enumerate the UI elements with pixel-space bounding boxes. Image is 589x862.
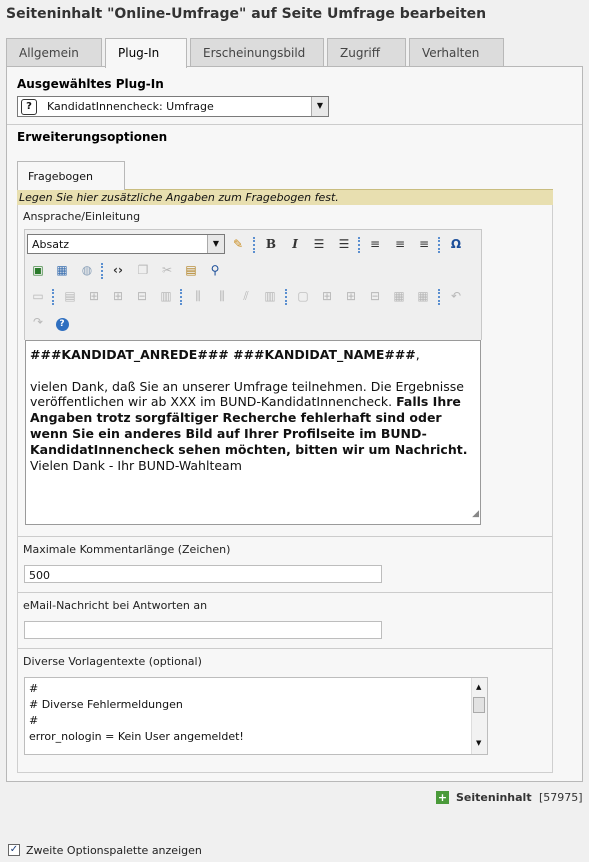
- toolbar-separator: [438, 237, 442, 253]
- max-comment-label: Maximale Kommentarlänge (Zeichen): [23, 543, 231, 556]
- row-properties-icon[interactable]: ▤: [64, 289, 76, 303]
- align-right-icon[interactable]: ≡: [418, 237, 430, 251]
- intro-label: Ansprache/Einleitung: [23, 210, 141, 223]
- cell-merge-icon[interactable]: ▦: [417, 289, 429, 303]
- tab-plug-in[interactable]: Plug-In: [105, 38, 187, 68]
- email-input[interactable]: [24, 621, 382, 639]
- plugin-section-label: Ausgewähltes Plug-In: [17, 77, 164, 91]
- find-icon[interactable]: ⚲: [210, 263, 220, 277]
- toolbar-separator: [52, 289, 56, 305]
- link-icon[interactable]: ◍: [81, 263, 93, 277]
- column-insert-after-icon[interactable]: ⫼: [219, 289, 225, 303]
- ordered-list-icon[interactable]: ☰: [313, 237, 325, 251]
- row-insert-after-icon[interactable]: ⊞: [112, 289, 124, 303]
- max-comment-input[interactable]: 500: [24, 565, 382, 583]
- intro-line1-suffix: ,: [415, 347, 420, 362]
- tab-allgemein[interactable]: Allgemein: [6, 38, 102, 66]
- add-record-icon[interactable]: +: [437, 791, 448, 804]
- plugin-icon: ?: [21, 99, 37, 115]
- italic-icon[interactable]: I: [292, 237, 298, 251]
- scrollbar-thumb[interactable]: [473, 697, 485, 713]
- row-split-icon[interactable]: ▥: [160, 289, 172, 303]
- column-insert-before-icon[interactable]: ⫼: [195, 289, 201, 303]
- format-select[interactable]: [27, 234, 225, 254]
- format-select-value: Absatz: [32, 238, 70, 251]
- scroll-down-icon[interactable]: ▼: [476, 739, 482, 747]
- info-bar: Legen Sie hier zusätzliche Angaben zum Fragebogen fest.: [17, 189, 553, 205]
- intro-paragraph: vielen Dank, daß Sie an unserer Umfrage teilnehmen. Die Ergebnisse veröffentlichen wir ab XXX im BUND-KandidatInnencheck.: [30, 378, 464, 410]
- intro-paragraph-bold: Falls Ihre Angaben trotz sorgfältiger Recherche fehlerhaft sind oder wenn Sie ein anderes Bild auf Ihrer Profilseite im BUND-KandidatInnencheck sehen möchten, bitten wir um Nachricht.: [30, 394, 468, 457]
- table-icon[interactable]: ▦: [56, 263, 68, 277]
- divider: [18, 536, 552, 537]
- cell-properties-icon[interactable]: ▢: [297, 289, 309, 303]
- paste-icon[interactable]: ▤: [185, 263, 197, 277]
- special-char-icon[interactable]: Ω: [450, 237, 462, 251]
- toolbar-separator: [253, 237, 257, 253]
- templates-line: #: [29, 714, 39, 727]
- scroll-up-icon[interactable]: ▲: [476, 683, 482, 691]
- toolbar-separator: [285, 289, 289, 305]
- toolbar-separator: [358, 237, 362, 253]
- toolbar-separator: [438, 289, 442, 305]
- record-link[interactable]: Seiteninhalt: [456, 791, 532, 804]
- column-delete-icon[interactable]: ⫽: [243, 289, 249, 303]
- redo-icon[interactable]: ↷: [32, 315, 44, 329]
- cut-icon[interactable]: ✂: [161, 263, 173, 277]
- second-options-checkbox[interactable]: ✓: [9, 844, 19, 855]
- table-properties-icon[interactable]: ▭: [32, 289, 44, 303]
- email-label: eMail-Nachricht bei Antworten an: [23, 599, 208, 612]
- divider: [18, 592, 552, 593]
- page-title: Seiteninhalt "Online-Umfrage" auf Seite Umfrage bearbeiten: [6, 6, 487, 22]
- record-id: [57975]: [539, 791, 583, 804]
- intro-editor[interactable]: [25, 340, 481, 525]
- image-icon[interactable]: ▣: [32, 263, 44, 277]
- help-icon[interactable]: ?: [53, 313, 71, 331]
- tab-zugriff[interactable]: Zugriff: [327, 38, 406, 66]
- divider: [18, 648, 552, 649]
- align-center-icon[interactable]: ≡: [394, 237, 406, 251]
- tab-erscheinungsbild[interactable]: Erscheinungsbild: [190, 38, 324, 66]
- chevron-down-icon[interactable]: ▼: [311, 97, 328, 116]
- intro-placeholder-line: ###KANDIDAT_ANREDE### ###KANDIDAT_NAME###: [30, 347, 416, 362]
- remove-format-icon[interactable]: ✎: [232, 237, 244, 251]
- tab-verhalten[interactable]: Verhalten: [409, 38, 504, 66]
- templates-label: Diverse Vorlagentexte (optional): [23, 655, 202, 668]
- extension-section-label: Erweiterungsoptionen: [17, 130, 168, 144]
- source-code-icon[interactable]: ‹›: [113, 263, 123, 277]
- toolbar-separator: [101, 263, 105, 279]
- cell-delete-icon[interactable]: ⊟: [369, 289, 381, 303]
- templates-line: # Diverse Fehlermeldungen: [29, 698, 183, 711]
- toolbar-separator: [180, 289, 184, 305]
- cell-split-icon[interactable]: ▦: [393, 289, 405, 303]
- divider: [7, 124, 582, 125]
- copy-icon[interactable]: ❐: [137, 263, 149, 277]
- cell-insert-after-icon[interactable]: ⊞: [345, 289, 357, 303]
- row-delete-icon[interactable]: ⊟: [136, 289, 148, 303]
- resize-handle-icon[interactable]: ◢: [472, 509, 479, 520]
- templates-line: #: [29, 682, 39, 695]
- scrollbar[interactable]: [471, 678, 487, 754]
- bold-icon[interactable]: B: [265, 237, 277, 251]
- plugin-select[interactable]: [17, 96, 329, 117]
- plugin-select-value: KandidatInnencheck: Umfrage: [47, 100, 214, 113]
- templates-line: error_nologin = Kein User angemeldet!: [29, 730, 244, 743]
- cell-insert-before-icon[interactable]: ⊞: [321, 289, 333, 303]
- templates-textarea[interactable]: [24, 677, 488, 755]
- second-options-label: Zweite Optionspalette anzeigen: [26, 844, 202, 857]
- unordered-list-icon[interactable]: ☰: [338, 237, 350, 251]
- subtab-fragebogen[interactable]: Fragebogen: [17, 161, 125, 190]
- undo-icon[interactable]: ↶: [450, 289, 462, 303]
- intro-closing: Vielen Dank - Ihr BUND-Wahlteam: [30, 457, 242, 473]
- chevron-down-icon[interactable]: ▼: [207, 235, 224, 253]
- column-split-icon[interactable]: ▥: [264, 289, 276, 303]
- row-insert-before-icon[interactable]: ⊞: [88, 289, 100, 303]
- align-left-icon[interactable]: ≡: [369, 237, 381, 251]
